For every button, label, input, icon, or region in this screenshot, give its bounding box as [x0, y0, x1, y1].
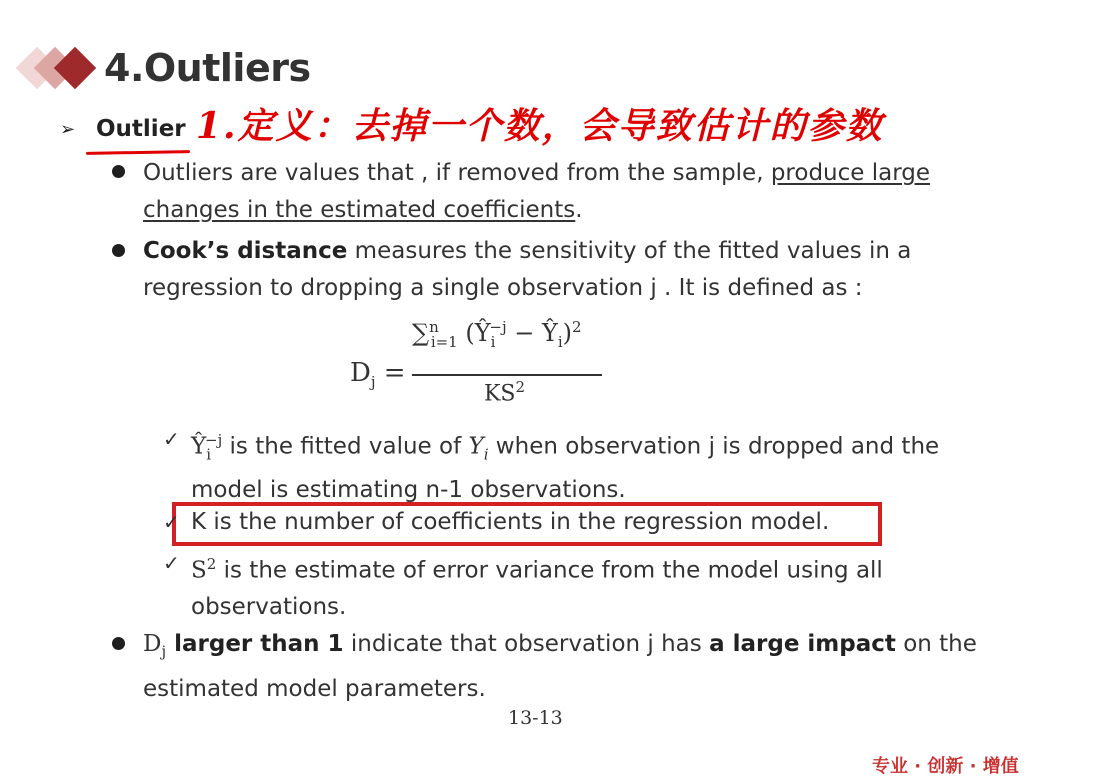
- page-number: 13-13: [508, 707, 563, 729]
- section-label: Outlier: [96, 116, 186, 142]
- checkmark-icon: ✓: [163, 551, 180, 575]
- bullet-cooks-distance: [143, 233, 1043, 307]
- checkmark-icon: ✓: [163, 427, 180, 451]
- check-item-error-variance: $S^2$ is the estimate of error variance from the model using all observations.: [191, 555, 883, 620]
- bullet-text: measures the sensitivity of the fitted values in a: [347, 238, 912, 264]
- bullet-outliers-definition: [143, 155, 1043, 229]
- formula-numerator: ∑$^n_{i=1}$ ($Ŷ_i^{-j}$ − $Ŷ_i)^2$: [412, 318, 582, 351]
- formula-fraction-bar: [412, 374, 602, 376]
- slide-title: 4.Outliers: [104, 46, 311, 90]
- section-arrow-icon: ➢: [60, 119, 76, 140]
- underlined-text: changes in the estimated coefficients: [143, 197, 576, 223]
- bullet-dot: [112, 165, 125, 178]
- bullet-text: Outliers are values that , if removed from the sample,: [143, 160, 771, 186]
- cooks-distance-term: Cook’s distance: [143, 238, 348, 264]
- formula-denominator: $KS^2$: [484, 378, 526, 407]
- underlined-text: produce large: [770, 160, 931, 186]
- footer-brand-slogan: 专业 · 创新 · 增值: [872, 756, 1019, 777]
- formula-lhs: $D_j$ =: [350, 358, 406, 392]
- checkmark-icon: ✓: [163, 510, 180, 534]
- bullet-text: .: [575, 197, 583, 223]
- handwritten-annotation: 1.定义：去掉一个数，会导致估计的参数: [196, 105, 884, 147]
- bullet-dot: [112, 637, 125, 650]
- bullet-text: regression to dropping a single observation j . It is defined as :: [143, 275, 863, 301]
- bullet-dj-impact: $D_j$ larger than 1 indicate that observation j has a large impact on the estimated model parameters.: [143, 631, 977, 702]
- check-item-k-coefficients: K is the number of coefficients in the regression model.: [191, 509, 830, 535]
- bullet-dot: [112, 244, 125, 257]
- check-item-fitted-value: $Ŷ_i^{-j}$ is the fitted value of $Y_i$ when observation j is dropped and the model is estimating n-1 observations.: [191, 431, 940, 504]
